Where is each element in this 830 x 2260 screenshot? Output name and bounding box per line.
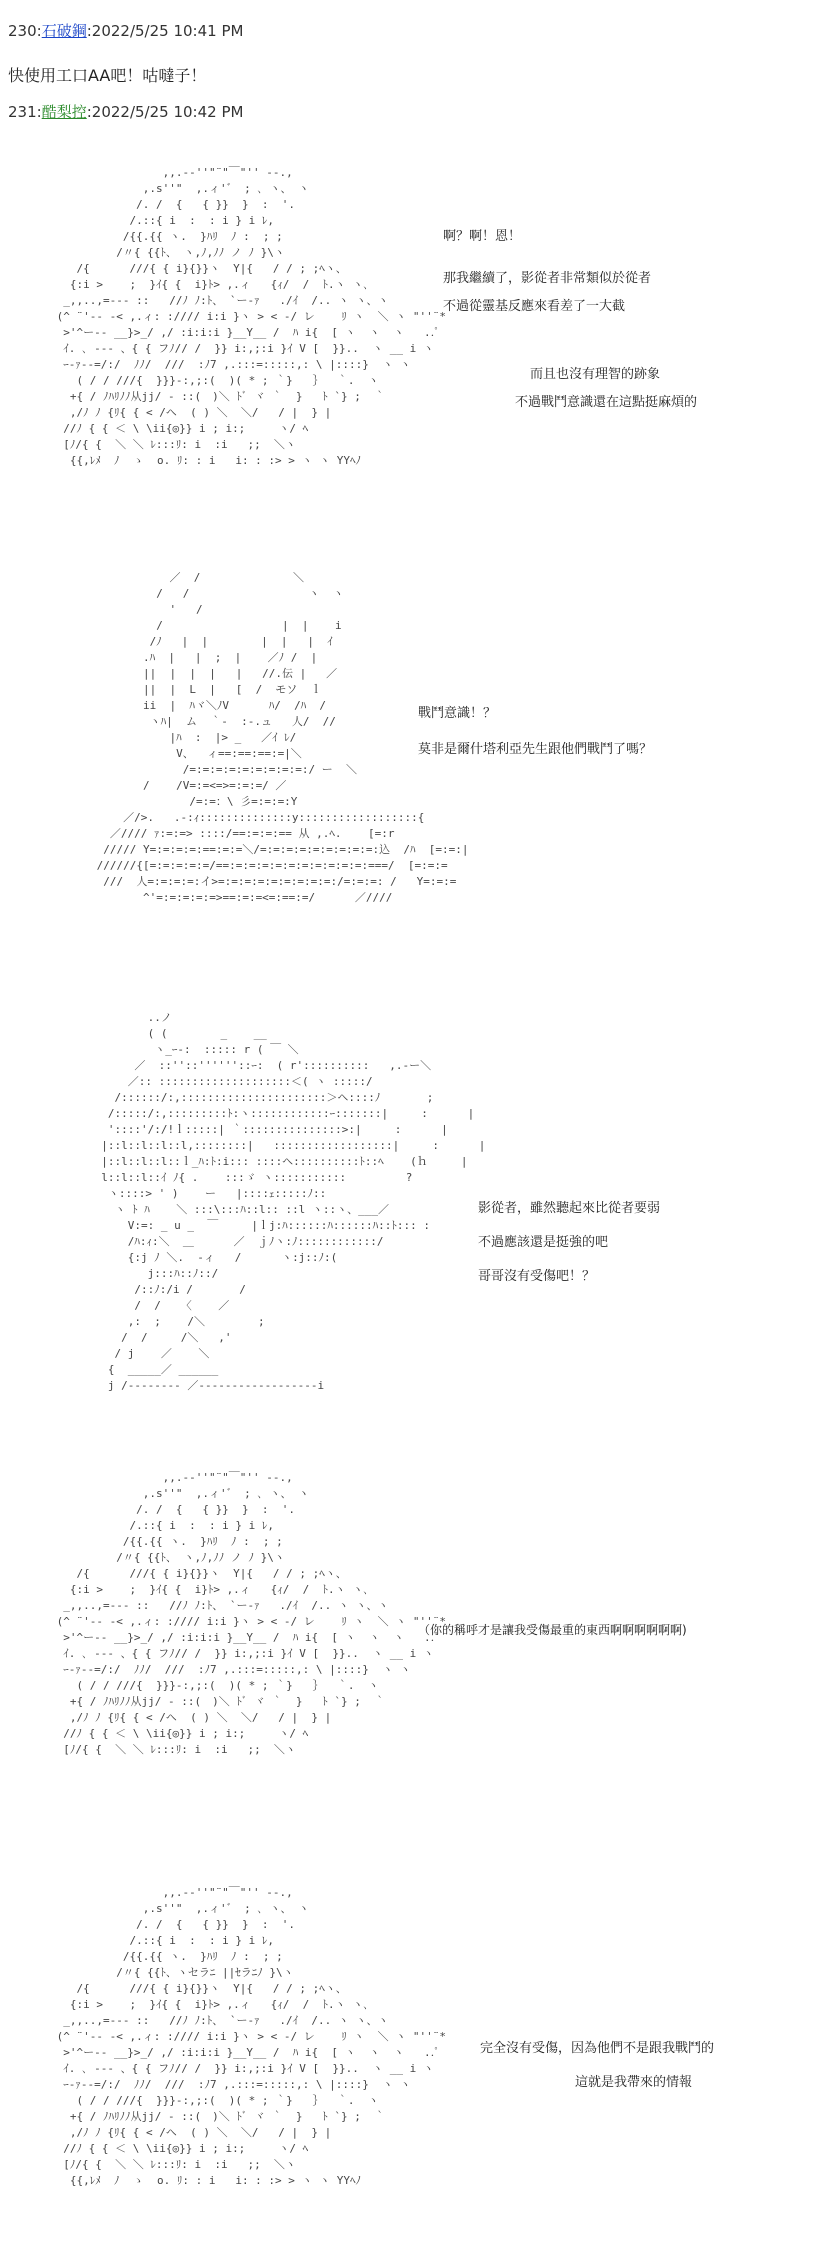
aa-scene-1 bbox=[0, 165, 830, 525]
dialogue-line: 不過從靈基反應來看差了一大截 bbox=[443, 299, 626, 314]
dialogue-line: 莫非是爾什塔利亞先生跟他們戰鬥了嗎？ bbox=[418, 742, 653, 757]
dialogue-block bbox=[418, 1616, 687, 1644]
dialogue-line: 不過應該還是挺強的吧 bbox=[478, 1235, 609, 1250]
aa-scene-2 bbox=[0, 570, 830, 960]
dialogue-line: （你的稱呼才是讓我受傷最重的東西啊啊啊啊啊啊) bbox=[418, 1623, 687, 1637]
dialogue-block bbox=[478, 1195, 660, 1291]
post-number: 230 bbox=[8, 22, 37, 40]
dialogue-block bbox=[443, 223, 651, 321]
dialogue-line: 那我繼續了，影從者非常類似於從者 bbox=[443, 271, 652, 286]
dialogue-line: 戰鬥意識！？ bbox=[418, 706, 497, 721]
dialogue-line: 不過戰鬥意識還在這點挺麻煩的 bbox=[515, 395, 698, 410]
ascii-art-character: ..ノ ( ( _ __ ヽ_ｰ-: ::::: r ( ￣ ＼ ／ ::''::''''''::ｰ: ( r':::::::::: ,.-ー＼ ／:: ::::::::::::::::::::＜( ヽ :::::/ /::::::/:,::::::::::::::::::::::＞ヘ::::ﾉ ; /:::::/:,:::::::::ﾄ:ヽ::::::::::::ｰ:::::::| : | '::::'/:/!ｌ:::::| ｀:::::::::::::::>:| : | |::l::l::l::l,::::::::| ::::::::::::::::::| : | |::l::l::l::ｌ_ﾊ:ﾄ:i::: ::::ヘ::::::::::ﾄ::ﾍ (ｈ | l::l::l::ｲ ﾉ{ . :::ゞ ヽ::::::::::: ? ヽ::::> ' ) ー |::::ｪ:::::ﾉ:: ヽ ﾄ ﾊ ＼ :::\:::ﾊ::l:: ::l ヽ::ヽ、___／ V:=: _ u _ ￣ |ｌj:ﾊ::::::ﾊ::::::ﾊ::ﾄ::: : /ﾊ:ｨ:＼ ＿ ／ ｊﾉヽ:ﾉ::::::::::::/ {:j ﾉ ＼. -ィ / ヽ:j::ﾉ:( j:::ﾊ::ﾉ::/ /::ﾉ:/i / / / / 〈 ／ ,: ; /＼ ; / / /＼ ,' / j ／ ＼ { _____／ ______ j /-------- ／------------------i bbox=[101, 1011, 486, 1392]
dialogue-line: 哥哥沒有受傷吧！？ bbox=[478, 1269, 596, 1284]
dialogue-line: 影從者，雖然聽起來比從者要弱 bbox=[478, 1201, 661, 1216]
post-230-header: 230:石破鋼:2022/5/25 10:41 PM bbox=[8, 22, 244, 40]
post-number: 231 bbox=[8, 103, 37, 121]
dialogue-block bbox=[515, 361, 698, 417]
ascii-art-character: ,,.-‐''"¨"￣"'' ‐-., ,.s''" ,.ィ'゛ ; ､ ヽ、 ヽ /. / { { }} } : '. /.::{ i : : i } i ﾚ, /{{.{{ ヽ. }ﾊﾘ ﾉ : ; ; /〃{ {{ﾄ、ヽセラﾆ ||ｾラﾆﾉ }\ヽ /{ ///{ { i}{}}ヽ Y|{ / / ; ;ﾍヽ、 {:i > ; }ｲ{ { i}ﾄ> ,.ィ {ｨ/ / ﾄ.ヽ ヽ､ _,,..,=--‐ :: //ﾉ ﾉ:ﾄ、 `ー-ｧ ./ｲ /.. ヽ ヽ、ヽ (^ ¨'-- ‐< ,.ィ: ://// i:i }ヽ > < -/ レ ﾘ ヽ ＼ ヽ "''¨* >'^ー-- __}>_/ ,/ :i:i:i }__Y__ / ﾊ i{ [ ヽ ヽ ヽ ..ﾟ ｲ. ､ ‐-- 、{ { フﾉ// / }} i:,;:i }ｲ V [ }}.. ヽ __ i ヽ ｰ-ｧ-‐=/:/ ﾉﾉ/ /// :ﾉ7 ,.:::=:::::,: \ |::::} ヽ ヽ ( / / ///{ }}}-:,;:( )( * ; ｀} ｝ ｀. ヽ +{ / ﾉﾊﾘﾉﾉ从jj/ - ::( )＼ ﾄﾞ ヾ ｀ } ﾄ `} ; ｀ ,/ﾉ ﾉ {ﾘ{ { < /ヘ ( ) ＼ ＼/ / | } | //ﾉ { { ＜ \ \ii{◎}} i ; i:; ヽ/ ﾍ [ﾉ/{ { ＼ ＼ ﾚ:::ﾘ: i :i ;; ＼ヽ {{,ﾚﾒ ﾉ ゝ o. ﾘ: : i i: : :> > ヽ ヽ YYﾍﾉ bbox=[56, 1886, 447, 2187]
dialogue-block bbox=[480, 2035, 714, 2097]
ascii-art-character: ,,.-‐''"¨"￣"'' ‐-., ,.s''" ,.ィ'゛ ; ､ ヽ、 ヽ /. / { { }} } : '. /.::{ i : : i } i ﾚ, /{{.{{ ヽ. }ﾊﾘ ﾉ : ; ; /〃{ {{ﾄ、 ヽ,ﾉ,ﾉﾉ ノ ﾉ }\ヽ /{ ///{ { i}{}}ヽ Y|{ / / ; ;ﾍヽ、 {:i > ; }ｲ{ { i}ﾄ> ,.ィ {ｨ/ / ﾄ.ヽ ヽ､ _,,..,=--‐ :: //ﾉ ﾉ:ﾄ、 `ー-ｧ ./ｲ /.. ヽ ヽ、ヽ (^ ¨'-- ‐< ,.ィ: ://// i:i }ヽ > < -/ レ ﾘ ヽ ＼ ヽ "''¨* >'^ー-- __}>_/ ,/ :i:i:i }__Y__ / ﾊ i{ [ ヽ ヽ ヽ ..ﾟ ｲ. ､ ‐-- 、{ { フﾉ// / }} i:,;:i }ｲ V [ }}.. ヽ __ i ヽ ｰ-ｧ-‐=/:/ ﾉﾉ/ /// :ﾉ7 ,.:::=:::::,: \ |::::} ヽ ヽ ( / / ///{ }}}-:,;:( )( * ; ｀} ｝ ｀. ヽ +{ / ﾉﾊﾘﾉﾉ从jj/ - ::( )＼ ﾄﾞ ヾ ｀ } ﾄ `} ; ｀ ,/ﾉ ﾉ {ﾘ{ { < /ヘ ( ) ＼ ＼/ / | } | //ﾉ { { ＜ \ \ii{◎}} i ; i:; ヽ/ ﾍ [ﾉ/{ { ＼ ＼ ﾚ:::ﾘ: i :i ;; ＼ヽ {{,ﾚﾒ ﾉ ゝ o. ﾘ: : i i: : :> > ヽ ヽ YYﾍﾉ bbox=[56, 166, 447, 467]
ascii-art-character: ,,.-‐''"¨"￣"'' ‐-., ,.s''" ,.ィ'゛ ; ､ ヽ、 ヽ /. / { { }} } : '. /.::{ i : : i } i ﾚ, /{{.{{ ヽ. }ﾊﾘ ﾉ : ; ; /〃{ {{ﾄ、 ヽ,ﾉ,ﾉﾉ ノ ﾉ }\ヽ /{ ///{ { i}{}}ヽ Y|{ / / ; ;ﾍヽ、 {:i > ; }ｲ{ { i}ﾄ> ,.ィ {ｨ/ / ﾄ.ヽ ヽ､ _,,..,=--‐ :: //ﾉ ﾉ:ﾄ、 `ー-ｧ ./ｲ /.. ヽ ヽ、ヽ (^ ¨'-- ‐< ,.ィ: ://// i:i }ヽ > < -/ レ ﾘ ヽ ＼ ヽ "''¨* >'^ー-- __}>_/ ,/ :i:i:i }__Y__ / ﾊ i{ [ ヽ ヽ ヽ ..ﾟ ｲ. ､ ‐-- 、{ { フﾉ// / }} i:,;:i }ｲ V [ }}.. ヽ __ i ヽ ｰ-ｧ-‐=/:/ ﾉﾉ/ /// :ﾉ7 ,.:::=:::::,: \ |::::} ヽ ヽ ( / / ///{ }}}-:,;:( )( * ; ｀} ｝ ｀. ヽ +{ / ﾉﾊﾘﾉﾉ从jj/ - ::( )＼ ﾄﾞ ヾ ｀ } ﾄ `} ; ｀ ,/ﾉ ﾉ {ﾘ{ { < /ヘ ( ) ＼ ＼/ / | } | //ﾉ { { ＜ \ \ii{◎}} i ; i:; ヽ/ ﾍ [ﾉ/{ { ＼ ＼ ﾚ:::ﾘ: i :i ;; ＼ヽ bbox=[56, 1471, 447, 1756]
ascii-art-character: ／ / ＼ / / ヽ ヽ ' / / | | i /ﾉ | | | | | ｲ .ﾊ | | ; | ／ﾉ / | || | | | | //.伝 | ／ || | L | [ / モソ ｌ ii | ﾊヾ＼ﾉV ﾊ/ /ﾊ / ヽﾊ| ム ｀- :-.ュ 人/ // |ﾊ : |> _ ／ｲ ﾚ/ V、 ィ==:==:==:=|＼ /=:=:=:=:=:=:=:=:=:/ ー ＼ / /V=:=<=>=:=:=/ ／ /=:=：\ 彡=:=:=:Y ／/>. .-:ｨ::::::::::::::y::::::::::::::::::{ ／//// ｧ:=:=> ::::/==:=:=:== 从 ,.ﾍ. [=:r ///// Y=:=:=:=:==:=:=＼/=:=:=:=:=:=:=:=:=:込 /ﾊ [=:=:| //////{[=:=:=:=:=/==:=:=:=:=:=:=:=:=:=:=:===/ [=:=:= /// 人=:=:=:=:イ>=:=:=:=:=:=:=:=:=:/=:=:=: / Y=:=:= ^'=:=:=:=:=>==:=:=<=:==:=/ ／//// bbox=[96, 571, 469, 904]
dialogue-block bbox=[418, 700, 652, 764]
poster-name-link[interactable]: 石破鋼 bbox=[41, 22, 87, 40]
post-231-header: 231:酷梨控:2022/5/25 10:42 PM bbox=[8, 103, 244, 121]
post-230-body: 快使用工口AA吧！咕噠子！ bbox=[8, 66, 207, 85]
dialogue-line: 這就是我帶來的情報 bbox=[575, 2075, 693, 2090]
post-timestamp: 2022/5/25 10:42 PM bbox=[91, 103, 244, 121]
aa-scene-4 bbox=[0, 1470, 830, 1810]
dialogue-line: 而且也沒有理智的跡象 bbox=[530, 367, 661, 382]
dialogue-line: 完全沒有受傷，因為他們不是跟我戰鬥的 bbox=[480, 2041, 715, 2056]
poster-name-link[interactable]: 酷梨控 bbox=[41, 103, 87, 121]
dialogue-line: 啊？啊！恩！ bbox=[443, 229, 522, 244]
post-timestamp: 2022/5/25 10:41 PM bbox=[91, 22, 244, 40]
aa-scene-3 bbox=[0, 1010, 830, 1450]
aa-scene-5 bbox=[0, 1885, 830, 2255]
